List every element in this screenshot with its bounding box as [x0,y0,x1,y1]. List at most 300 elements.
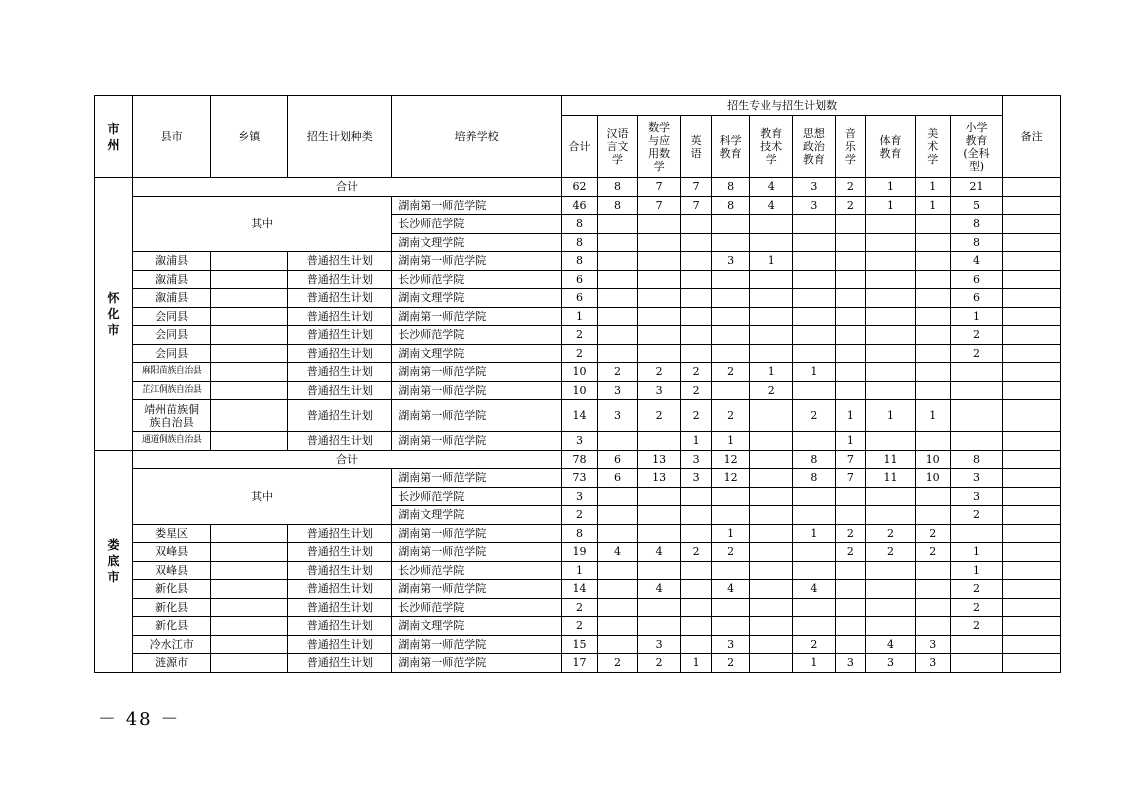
value-cell [638,215,681,234]
header-school: 培养学校 [392,96,562,178]
town-cell [211,381,288,400]
county-cell: 麻阳苗族自治县 [133,363,211,382]
value-cell [793,506,835,525]
value-cell [750,524,793,543]
value-cell [681,580,712,599]
remarks-cell [1003,344,1061,363]
header-subject: 体育 教育 [866,116,915,178]
value-cell [866,617,915,636]
value-cell: 2 [597,363,637,382]
value-cell [597,326,637,345]
city-label: 怀 化 市 [95,178,133,451]
value-cell [681,617,712,636]
value-cell [793,381,835,400]
value-cell: 7 [681,196,712,215]
value-cell [835,635,866,654]
school-cell: 长沙师范学院 [392,598,562,617]
value-cell [750,654,793,673]
county-cell: 会同县 [133,307,211,326]
county-cell: 溆浦县 [133,289,211,308]
value-cell: 19 [561,543,597,562]
value-cell [866,598,915,617]
plan-type-cell: 普通招生计划 [288,307,392,326]
value-cell [681,233,712,252]
value-cell: 10 [915,469,950,488]
county-cell: 冷水江市 [133,635,211,654]
value-cell: 6 [561,270,597,289]
value-cell [866,487,915,506]
town-cell [211,524,288,543]
town-cell [211,363,288,382]
value-cell: 1 [793,363,835,382]
school-cell: 湖南文理学院 [392,233,562,252]
value-cell: 2 [835,543,866,562]
value-cell: 1 [793,524,835,543]
header-subject: 合计 [561,116,597,178]
value-cell [750,598,793,617]
value-cell: 3 [712,635,750,654]
value-cell [915,363,950,382]
value-cell [750,506,793,525]
value-cell [750,400,793,432]
value-cell [638,598,681,617]
value-cell [915,487,950,506]
value-cell [638,432,681,451]
value-cell: 1 [681,654,712,673]
total-label: 合计 [133,178,562,197]
value-cell: 7 [835,469,866,488]
value-cell: 3 [793,196,835,215]
table-row [95,580,1061,599]
value-cell [597,233,637,252]
remarks-cell [1003,289,1061,308]
value-cell: 3 [561,487,597,506]
value-cell [835,561,866,580]
value-cell [835,307,866,326]
remarks-cell [1003,469,1061,488]
remarks-cell [1003,524,1061,543]
value-cell [750,469,793,488]
town-cell [211,344,288,363]
value-cell [950,400,1003,432]
value-cell [835,344,866,363]
value-cell: 13 [638,450,681,469]
value-cell: 4 [712,580,750,599]
plan-type-cell: 普通招生计划 [288,326,392,345]
value-cell [866,344,915,363]
value-cell [750,487,793,506]
remarks-cell [1003,617,1061,636]
school-cell: 长沙师范学院 [392,270,562,289]
header-plan-type: 招生计划种类 [288,96,392,178]
value-cell [712,326,750,345]
value-cell [793,270,835,289]
county-cell: 会同县 [133,344,211,363]
value-cell [915,598,950,617]
remarks-cell [1003,580,1061,599]
value-cell [750,270,793,289]
town-cell [211,270,288,289]
header-subject: 美 术 学 [915,116,950,178]
value-cell [793,432,835,451]
value-cell [793,252,835,271]
value-cell: 3 [597,381,637,400]
value-cell: 8 [950,233,1003,252]
value-cell [681,252,712,271]
value-cell [681,635,712,654]
value-cell: 2 [793,635,835,654]
remarks-cell [1003,487,1061,506]
value-cell [712,289,750,308]
header-subject: 英 语 [681,116,712,178]
value-cell: 1 [915,400,950,432]
value-cell: 1 [712,432,750,451]
table-row [95,252,1061,271]
value-cell [793,561,835,580]
table-row [95,400,1061,432]
value-cell [950,432,1003,451]
value-cell: 3 [835,654,866,673]
value-cell: 8 [561,524,597,543]
table-row [95,270,1061,289]
value-cell [750,617,793,636]
value-cell [712,344,750,363]
value-cell: 2 [712,654,750,673]
value-cell [681,307,712,326]
county-cell: 新化县 [133,580,211,599]
county-cell: 靖州苗族侗 族自治县 [133,400,211,432]
school-cell: 湖南第一师范学院 [392,363,562,382]
table-row [95,307,1061,326]
value-cell: 3 [915,654,950,673]
value-cell: 1 [712,524,750,543]
value-cell [835,487,866,506]
town-cell [211,635,288,654]
value-cell: 3 [793,178,835,197]
value-cell: 2 [835,196,866,215]
value-cell: 1 [950,543,1003,562]
value-cell: 4 [638,580,681,599]
value-cell: 10 [915,450,950,469]
value-cell: 2 [681,363,712,382]
value-cell: 2 [561,506,597,525]
value-cell [915,344,950,363]
value-cell: 2 [712,363,750,382]
header-subject: 思想 政治 教育 [793,116,835,178]
town-cell [211,561,288,580]
value-cell [750,233,793,252]
value-cell [638,233,681,252]
value-cell: 2 [681,400,712,432]
value-cell: 6 [561,289,597,308]
value-cell: 2 [561,326,597,345]
total-row [95,178,1061,197]
value-cell [835,363,866,382]
value-cell [866,432,915,451]
value-cell: 6 [597,469,637,488]
value-cell: 8 [950,450,1003,469]
remarks-cell [1003,252,1061,271]
town-cell [211,580,288,599]
value-cell [638,270,681,289]
town-cell [211,617,288,636]
value-cell [712,561,750,580]
county-cell: 通道侗族自治县 [133,432,211,451]
school-cell: 湖南第一师范学院 [392,252,562,271]
value-cell [712,487,750,506]
value-cell [597,635,637,654]
value-cell [915,270,950,289]
value-cell [793,344,835,363]
remarks-cell [1003,654,1061,673]
value-cell [638,561,681,580]
value-cell: 2 [597,654,637,673]
table-row [95,617,1061,636]
value-cell [915,381,950,400]
table-row [95,432,1061,451]
value-cell [597,215,637,234]
county-cell: 双峰县 [133,561,211,580]
value-cell: 21 [950,178,1003,197]
value-cell [750,289,793,308]
value-cell [597,289,637,308]
school-cell: 长沙师范学院 [392,326,562,345]
value-cell: 1 [915,196,950,215]
value-cell: 1 [793,654,835,673]
value-cell [866,289,915,308]
value-cell [597,252,637,271]
subtotal-label: 其中 [133,469,392,525]
town-cell [211,654,288,673]
value-cell [597,524,637,543]
value-cell [835,580,866,599]
value-cell: 12 [712,450,750,469]
header-county: 县市 [133,96,211,178]
county-cell: 娄星区 [133,524,211,543]
value-cell [866,307,915,326]
plan-type-cell: 普通招生计划 [288,400,392,432]
value-cell [915,580,950,599]
remarks-cell [1003,543,1061,562]
value-cell [681,289,712,308]
value-cell [597,270,637,289]
value-cell [915,561,950,580]
value-cell: 17 [561,654,597,673]
value-cell [950,635,1003,654]
value-cell: 13 [638,469,681,488]
remarks-cell [1003,506,1061,525]
value-cell: 2 [561,344,597,363]
value-cell: 2 [681,381,712,400]
value-cell [750,326,793,345]
county-cell: 涟源市 [133,654,211,673]
school-cell: 湖南第一师范学院 [392,654,562,673]
value-cell: 1 [835,400,866,432]
subtotal-row [95,469,1061,488]
plan-type-cell: 普通招生计划 [288,252,392,271]
school-cell: 湖南第一师范学院 [392,543,562,562]
value-cell: 4 [750,178,793,197]
plan-type-cell: 普通招生计划 [288,617,392,636]
value-cell [750,344,793,363]
school-cell: 长沙师范学院 [392,561,562,580]
header-town: 乡镇 [211,96,288,178]
value-cell [638,617,681,636]
value-cell [638,326,681,345]
value-cell: 3 [638,381,681,400]
value-cell [681,270,712,289]
value-cell [866,326,915,345]
value-cell: 3 [597,400,637,432]
value-cell [597,432,637,451]
value-cell: 8 [793,469,835,488]
value-cell [638,252,681,271]
value-cell [681,326,712,345]
header-subject: 小学 教育 (全科 型) [950,116,1003,178]
value-cell: 1 [866,178,915,197]
value-cell [681,506,712,525]
county-cell: 双峰县 [133,543,211,562]
value-cell: 2 [950,580,1003,599]
school-cell: 湖南第一师范学院 [392,580,562,599]
value-cell [915,307,950,326]
value-cell: 78 [561,450,597,469]
value-cell [681,598,712,617]
value-cell: 4 [866,635,915,654]
town-cell [211,289,288,308]
value-cell [835,506,866,525]
value-cell [793,307,835,326]
school-cell: 湖南文理学院 [392,344,562,363]
table-row [95,326,1061,345]
school-cell: 湖南文理学院 [392,506,562,525]
subtotal-row [95,196,1061,215]
value-cell: 2 [835,524,866,543]
total-row [95,450,1061,469]
value-cell: 3 [950,469,1003,488]
value-cell [915,617,950,636]
value-cell: 2 [712,543,750,562]
value-cell [793,233,835,252]
remarks-cell [1003,326,1061,345]
header-subject: 数学 与应 用数 学 [638,116,681,178]
value-cell [681,215,712,234]
school-cell: 长沙师范学院 [392,487,562,506]
remarks-cell [1003,196,1061,215]
value-cell: 5 [950,196,1003,215]
remarks-cell [1003,178,1061,197]
header-subject-group: 招生专业与招生计划数 [561,96,1002,116]
value-cell: 2 [793,400,835,432]
value-cell [597,307,637,326]
remarks-cell [1003,270,1061,289]
enrollment-plan-table [94,95,1061,673]
remarks-cell [1003,381,1061,400]
value-cell [950,363,1003,382]
value-cell [638,506,681,525]
table-row [95,654,1061,673]
value-cell: 1 [866,196,915,215]
value-cell: 73 [561,469,597,488]
school-cell: 湖南第一师范学院 [392,400,562,432]
value-cell [750,307,793,326]
table-row [95,543,1061,562]
value-cell: 2 [950,617,1003,636]
value-cell [638,524,681,543]
plan-type-cell: 普通招生计划 [288,635,392,654]
value-cell [681,487,712,506]
school-cell: 湖南第一师范学院 [392,196,562,215]
value-cell [712,506,750,525]
value-cell [597,617,637,636]
value-cell [750,561,793,580]
value-cell [597,598,637,617]
value-cell [750,635,793,654]
value-cell [835,381,866,400]
plan-type-cell: 普通招生计划 [288,363,392,382]
value-cell [712,617,750,636]
value-cell [638,487,681,506]
value-cell: 11 [866,450,915,469]
value-cell: 8 [712,196,750,215]
value-cell: 7 [681,178,712,197]
table-row [95,635,1061,654]
value-cell [866,580,915,599]
value-cell [597,561,637,580]
table-row [95,598,1061,617]
remarks-cell [1003,561,1061,580]
value-cell: 1 [866,400,915,432]
school-cell: 湖南第一师范学院 [392,524,562,543]
value-cell [866,270,915,289]
table-row [95,561,1061,580]
value-cell [712,598,750,617]
value-cell [915,215,950,234]
value-cell [950,654,1003,673]
value-cell: 4 [793,580,835,599]
value-cell: 1 [835,432,866,451]
value-cell [950,381,1003,400]
value-cell: 14 [561,400,597,432]
value-cell: 2 [915,524,950,543]
value-cell: 4 [950,252,1003,271]
town-cell [211,432,288,451]
value-cell [835,215,866,234]
value-cell: 2 [866,524,915,543]
value-cell [712,215,750,234]
county-cell: 新化县 [133,617,211,636]
value-cell: 12 [712,469,750,488]
school-cell: 长沙师范学院 [392,215,562,234]
value-cell [915,252,950,271]
value-cell [712,270,750,289]
plan-type-cell: 普通招生计划 [288,432,392,451]
value-cell: 7 [638,196,681,215]
value-cell [866,363,915,382]
value-cell [915,432,950,451]
value-cell: 1 [561,561,597,580]
value-cell [681,344,712,363]
remarks-cell [1003,450,1061,469]
town-cell [211,543,288,562]
value-cell: 2 [915,543,950,562]
value-cell: 14 [561,580,597,599]
value-cell: 8 [561,252,597,271]
table-row [95,363,1061,382]
value-cell [638,307,681,326]
value-cell: 3 [712,252,750,271]
page-number: － 48 － [98,709,181,730]
